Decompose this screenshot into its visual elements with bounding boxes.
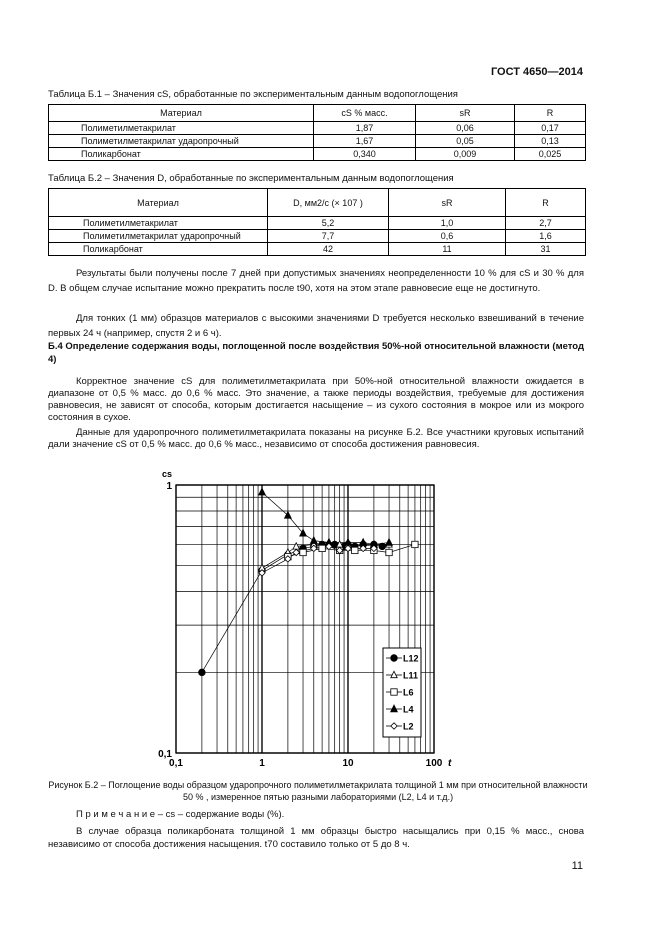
table2: [48, 188, 586, 256]
data-point-l4: [311, 537, 317, 543]
table-cell: Полиметилметакрилат: [49, 217, 268, 230]
table-cell: 5,2: [268, 217, 389, 230]
table-cell: Полиметилметакрилат: [49, 122, 314, 135]
table1-header-r: R: [515, 105, 586, 122]
table-cell: Полиметилметакрилат ударопрочный: [49, 135, 314, 148]
table-row: [49, 230, 586, 243]
paragraph-impact-pmma: Данные для ударопрочного полиметилметакрилата показаны на рисунке Б.2. Все участники круговых испытаний дали значение cS от 0,5 % масс. до 0,6 % масс., независимо от способа достижения равновесия.: [48, 427, 584, 450]
table-cell: 1,6: [506, 230, 586, 243]
table-cell: 11: [389, 243, 506, 256]
data-point-l4: [259, 489, 265, 495]
x-tick-label: 100: [425, 758, 443, 769]
table-cell: 42: [268, 243, 389, 256]
y-axis-label: cs: [161, 469, 172, 479]
data-point-l6: [352, 547, 358, 553]
figure-caption: Рисунок Б.2 – Поглощение воды образцом ударопрочного полиметилметакрилата толщиной 1 мм при относительной влажности 50 % , измеренное пятью разными лабораториями (L2, L4 и т.д.): [48, 780, 588, 802]
series-line-l12: [202, 544, 382, 672]
paragraph-pmma: Корректное значение cS для полиметилметакрилата при 50%-ной относительной влажности ожидается в диапазоне от 0,5 % масс. до 0,6 % масс. Это значение, а также периоды воздействия, требуемые для достижения равновесия, не зависят от способа, которым достигается насыщение – из сухого состояния в мокрое или из мокрого состояния в сухое.: [48, 376, 584, 423]
data-point-l12: [199, 669, 205, 675]
table-row: [49, 122, 586, 135]
table-row: [49, 135, 586, 148]
table-cell: 7,7: [268, 230, 389, 243]
legend-label: L6: [403, 687, 414, 698]
table-cell: 0,06: [416, 122, 515, 135]
table-row: [49, 243, 586, 256]
table-cell: 0,009: [416, 148, 515, 161]
table-cell: 2,7: [506, 217, 586, 230]
x-axis-label: t: [448, 758, 452, 769]
paragraph-polycarbonate: В случае образца поликарбоната толщиной 1 мм образцы быстро насыщались при 0,15 % масс., снова независимо от способа достижения насыщения. t70 составило только от 5 до 8 ч.: [48, 826, 584, 850]
paragraph-thin-samples: Для тонких (1 мм) образцов материалов с высокими значениями D требуется несколько взвешиваний в течение первых 24 ч (например, спустя 2 и 6 ч).: [48, 313, 584, 339]
table-cell: Поликарбонат: [49, 243, 268, 256]
x-tick-label: 1: [259, 758, 265, 769]
table-row: [49, 217, 586, 230]
table-cell: 0,6: [389, 230, 506, 243]
table1: [48, 104, 586, 161]
table-cell: 1,0: [389, 217, 506, 230]
legend-label: L4: [403, 704, 414, 715]
legend-label: L11: [403, 670, 419, 681]
data-point-l12: [379, 543, 385, 549]
table-cell: 31: [506, 243, 586, 256]
data-point-l4: [386, 539, 392, 545]
table1-header-cs: cS % масс.: [314, 105, 416, 122]
legend-marker: [391, 689, 397, 695]
data-point-l6: [386, 549, 392, 555]
data-point-l6: [412, 541, 418, 547]
table1-caption: Таблица Б.1 – Значения cS, обработанные по экспериментальным данным водопоглощения: [48, 89, 458, 100]
y-tick-label: 1: [166, 481, 172, 492]
table-cell: 0,025: [515, 148, 586, 161]
legend-marker: [391, 655, 397, 661]
x-tick-label: 10: [342, 758, 354, 769]
note: П р и м е ч а н и е – cs – содержание воды (%).: [76, 809, 285, 820]
table1-header-sr: sR: [416, 105, 515, 122]
data-point-l4: [285, 512, 291, 518]
data-point-l6: [300, 549, 306, 555]
data-point-l6: [319, 545, 325, 551]
series-line-l4: [262, 492, 389, 544]
legend-label: L12: [403, 653, 419, 664]
water-absorption-chart: [150, 450, 460, 775]
table1-header-material: Материал: [49, 105, 314, 122]
table2-header-r: R: [506, 189, 586, 217]
table-cell: Поликарбонат: [49, 148, 314, 161]
table-row: [49, 148, 586, 161]
legend-label: L2: [403, 721, 414, 732]
table-cell: Полиметилметакрилат ударопрочный: [49, 230, 268, 243]
section-title: Б.4 Определение содержания воды, поглощенной после воздействия 50%-ной относительной влажности (метод 4): [48, 341, 584, 365]
paragraph-results: Результаты были получены после 7 дней при допустимых значениях неопределенности 10 % для cS и 30 % для D. В общем случае испытание можно прекратить после t90, хотя на этом этапе равновесие еще не достигнуто.: [48, 268, 584, 294]
table2-header-d: D, мм2/с (× 107 ): [268, 189, 389, 217]
y-tick-label: 0,1: [158, 749, 172, 760]
table-cell: 1,67: [314, 135, 416, 148]
x-tick-label: 0,1: [169, 758, 183, 769]
table-cell: 1,87: [314, 122, 416, 135]
table-cell: 0,13: [515, 135, 586, 148]
page-number: 11: [571, 860, 583, 872]
document-header: ГОСТ 4650—2014: [490, 66, 583, 78]
table2-caption: Таблица Б.2 – Значения D, обработанные по экспериментальным данным водопоглощения: [48, 173, 454, 184]
table2-header-sr: sR: [389, 189, 506, 217]
table-cell: 0,340: [314, 148, 416, 161]
table-cell: 0,05: [416, 135, 515, 148]
table2-header-material: Материал: [49, 189, 268, 217]
table-cell: 0,17: [515, 122, 586, 135]
